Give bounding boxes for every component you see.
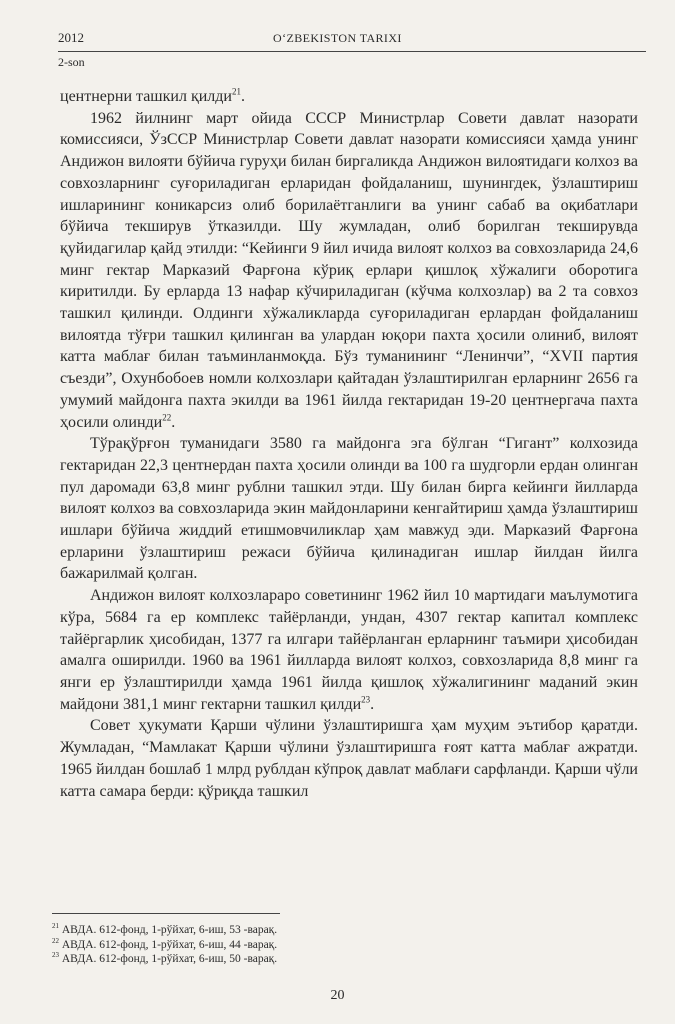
issue-number: 2-son: [58, 55, 85, 69]
footnotes: [52, 923, 452, 967]
footnote: [52, 938, 452, 953]
footnote-text: АВДА. 612-фонд, 1-рўйхат, 6-иш, 44 -варақ.: [61, 938, 278, 951]
footnote-ref: 22: [162, 412, 172, 423]
paragraph-text: Совет ҳукумати Қарши чўлини ўзлаштиришга ҳам муҳим эътибор қаратди. Жумладан, “Мамлакат Қарши чўлини ўзлаштиришга ғоят катта маблағ ажратди. 1965 йилдан бошлаб 1 млрд рублдан кўпроқ давлат маблағи сарфланди. Қарши чўли катта самара берди: қўриқда ташкил: [60, 717, 638, 800]
footnote-number: 21: [52, 922, 59, 931]
footnote-number: 23: [52, 951, 59, 960]
footnote: [52, 923, 452, 938]
paragraph: [60, 433, 638, 585]
header-rule: [58, 51, 646, 52]
paragraph-continuation: центнерни ташкил қилди$^{21}$.: [60, 86, 245, 105]
journal-title: O‘ZBEKISTON TARIXI: [273, 31, 402, 45]
footnote-number: 22: [52, 936, 59, 945]
footnote-text: АВДА. 612-фонд, 1-рўйхат, 6-иш, 53 -варақ.: [61, 924, 278, 936]
paragraph: [60, 715, 638, 802]
footnote-text: АВДА. 612-фонд, 1-рўйхат, 6-иш, 50 -варақ.: [61, 953, 278, 965]
header-year: 2012: [58, 30, 84, 45]
paragraph: 1962 йилнинг март ойида СССР Министрлар Совети давлат назорати комиссияси, ЎзССР Министрлар Совети давлат назорати комиссияси ҳамда унинг Андижон вилояти бўйича гуруҳи билан биргаликда Андижон вилоятидаги колхоз ва совхозларнинг суғориладиган ерларидан фойдаланиш, шунингдек, ўзлаштириш ишларининг коникарсиз олиб борилаётганлиги ва унинг сабаб ва оқибатлари бўйича текширув ўтказилди. Шу жумладан, олиб борилган текширувда қуйидагилар қайд этилди: “Кейинги 9 йил ичида вилоят колхоз ва совхозларида 24,6 минг гектар Марказий Фарғона кўриқ ерлари қишлоқ хўжалиги оборотига киритилди. Бу ерларда 13 нафар кўчириладиган (кўчма колхозлар) ва 2 та совхоз ташкил қилинди. Олдинги хўжаликларда суғориладиган ерлардан фойдаланиш вилоятда тўғри ташкил қилинган ва улардан юқори пахта ҳосили олиниб, вилоят катта маблағ билан таъминланмоқда. Бўз туманининг “Ленинчи”, “XVII партия съезди”, Охунбобоев номли колхозлари қайтадан ўзлаштирилган ерларнинг 2656 га умумий майдонга пахта экилди ва 1961 йилда гектаридан 19-20 центнергача пахта ҳосили олинди$^{22}$.: [60, 109, 638, 431]
paragraph-text: Тўрақўрғон туманидаги 3580 га майдонга эга бўлган “Гигант” колхозида гектаридан 22,3 центнердан пахта ҳосили олинди ва 100 га шудгорли ердан олинган пул даромади 63,8 минг рублни ташкил этди. Шу билан бирга кейинги йилларда вилоят колхоз ва совхозларида экин майдонларини кенгайтириш ҳамда ўзлаштириш ишлари бўйича жиддий етишмовчиликлар ҳам мавжуд эди. Марказий Фарғона ерларини ўзлаштириш режаси бўйича қилинадиган ишлар йилдан йилга бажарилмай қолган.: [60, 435, 638, 583]
footnote-ref: 21: [231, 86, 241, 97]
footnote-ref: 23: [361, 694, 371, 705]
footnote-rule: [52, 913, 280, 914]
footnote: [52, 952, 452, 967]
paragraph-text: 1962 йилнинг март ойида СССР Министрлар Совети давлат назорати комиссияси, ЎзССР Министрлар Совети давлат назорати комиссияси ҳамда унинг Андижон вилояти бўйича гуруҳи билан биргаликда Андижон вилоятидаги колхоз ва совхозларнинг суғориладиган ерларидан фойдаланиш, шунингдек, ўзлаштириш ишларининг коникарсиз олиб борилаётганлиги ва унинг сабаб ва оқибатлари бўйича текширув ўтказилди. Шу жумладан, олиб борилган текширувда қуйидагилар қайд этилди: “Кейинги 9 йил ичида вилоят колхоз ва совхозларида 24,6 минг гектар Марказий Фарғона кўриқ ерлари қишлоқ хўжалиги оборотига киритилди. Бу ерларда 13 нафар кўчириладиган (кўчма колхозлар) ва 2 та совхоз ташкил қилинди. Олдинги хўжаликларда суғориладиган ерлардан фойдаланиш вилоятда тўғри ташкил қилинган ва улардан юқори пахта ҳосили олиниб, вилоят катта маблағ билан таъминланмоқда. Бўз туманининг “Ленинчи”, “XVII партия съезди”, Охунбобоев номли колхозлари қайтадан ўзлаштирилган ерларнинг 2656 га умумий майдонга пахта экилди ва 1961 йилда гектаридан 19-20 центнергача пахта ҳосили олинди: [60, 109, 638, 431]
paragraph-text: центнерни ташкил қилди: [60, 88, 232, 105]
page-number: 20: [330, 988, 345, 1003]
paragraph: Андижон вилоят колхозлараро советининг 1962 йил 10 мартидаги маълумотига кўра, 5684 га ер комплекс тайёрланди, ундан, 4307 гектар капитал комплекс тайёргарлик ҳисобидан, 1377 га илгари тайёрланган ерларнинг таъмири ҳисобидан амалга оширилди. 1960 ва 1961 йилларда вилоят колхоз, совхозларида 8,8 минг га янги ер ўзлаштирилди ҳамда 1961 йилда қишлоқ хўжалигининг маданий экин майдони 381,1 минг гектарни ташкил қилди$^{23}$.: [60, 587, 638, 713]
article-body: [60, 86, 638, 802]
paragraph-text: Андижон вилоят колхозлараро советининг 1962 йил 10 мартидаги маълумотига кўра, 5684 га ер комплекс тайёрланди, ундан, 4307 гектар капитал комплекс тайёргарлик ҳисобидан, 1377 га илгари тайёрланган ерларнинг таъмири ҳисобидан амалга оширилди. 1960 ва 1961 йилларда вилоят колхоз, совхозларида 8,8 минг га янги ер ўзлаштирилди ҳамда 1961 йилда қишлоқ хўжалигининг маданий экин майдони 381,1 минг гектарни ташкил қилди: [60, 587, 638, 713]
